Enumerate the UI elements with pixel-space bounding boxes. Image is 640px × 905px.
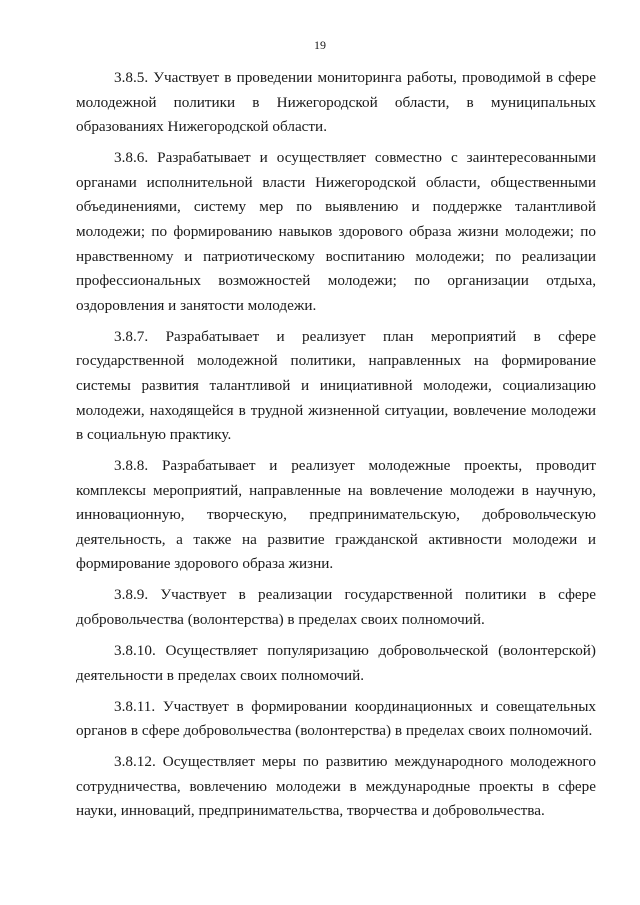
paragraph-3-8-11: 3.8.11. Участвует в формировании координационных и совещательных органов в сфере добровольчества (волонтерства) в пределах своих полномочий. bbox=[76, 697, 596, 740]
paragraph-3-8-5: 3.8.5. Участвует в проведении мониторинга работы, проводимой в сфере молодежной политики в Нижегородской области, в муниципальных образованиях Нижегородской области. bbox=[76, 69, 596, 136]
paragraph-3-8-6: 3.8.6. Разрабатывает и осуществляет совместно с заинтересованными органами исполнительной власти Нижегородской области, общественными объединениями, систему мер по выявлению и поддержке талантливой молодежи; по формированию навыков здорового образа жизни молодежи; по нравственному и патриотическому воспитанию молодежи; по реализации профессиональных возможностей молодежи; по организации отдыха, оздоровления и занятости молодежи. bbox=[76, 149, 596, 314]
paragraph-3-8-9: 3.8.9. Участвует в реализации государственной политики в сфере добровольчества (волонтерства) в пределах своих полномочий. bbox=[76, 586, 596, 629]
page-number: 19 bbox=[314, 38, 326, 52]
paragraph-3-8-10: 3.8.10. Осуществляет популяризацию добровольческой (волонтерской) деятельности в пределах своих полномочий. bbox=[76, 642, 596, 684]
paragraph-3-8-8: 3.8.8. Разрабатывает и реализует молодежные проекты, проводит комплексы мероприятий, направленные на вовлечение молодежи в научную, инновационную, творческую, предпринимательскую, добровольческую деятельность, а также на развитие гражданской активности молодежи и формирование здорового образа жизни. bbox=[76, 457, 596, 573]
paragraph-3-8-7: 3.8.7. Разрабатывает и реализует план мероприятий в сфере государственной молодежной политики, направленных на формирование системы развития талантливой и инициативной молодежи, социализацию молодежи, находящейся в трудной жизненной ситуации, вовлечение молодежи в социальную практику. bbox=[76, 327, 596, 444]
document-body bbox=[76, 66, 596, 830]
paragraph-3-8-12: 3.8.12. Осуществляет меры по развитию международного молодежного сотрудничества, вовлечению молодежи в международные проекты в сфере науки, инноваций, предпринимательства, творчества и добровольчества. bbox=[76, 753, 596, 820]
